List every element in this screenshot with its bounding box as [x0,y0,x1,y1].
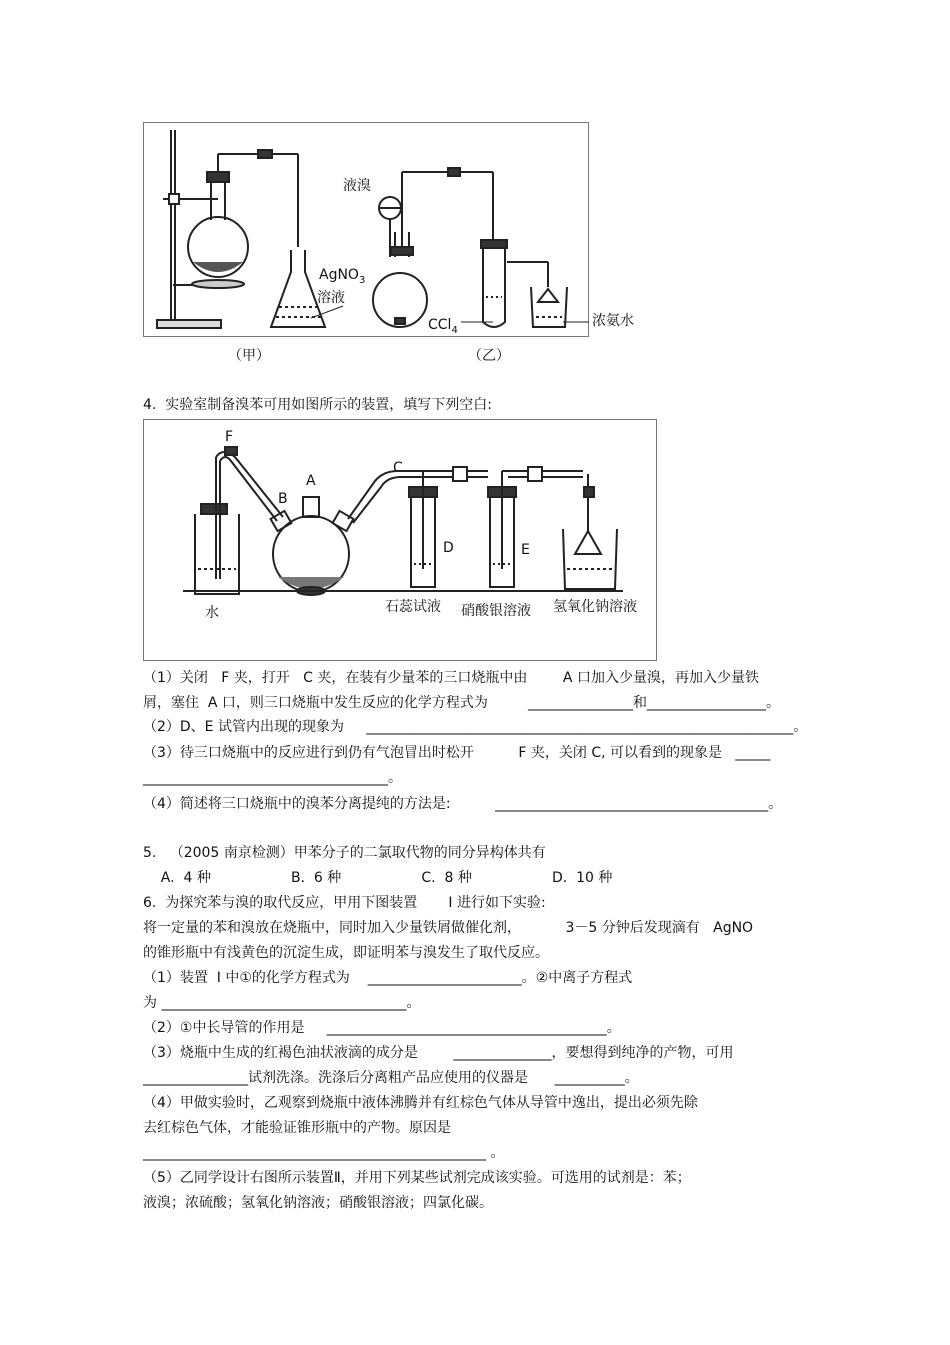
label-A: A [306,473,316,489]
label-solution: 溶液 [317,290,345,306]
label-naoh: 氢氧化钠溶液 [553,599,637,615]
label-liquid-bromine: 液溴 [343,178,371,194]
q6-part5-line2: 液溴；浓硫酸；氢氧化钠溶液；硝酸银溶液；四氯化碳。 [143,1195,493,1211]
q4-part3-line1: （3）待三口烧瓶中的反应进行到仍有气泡冒出时松开 F 夹，关闭 C, 可以看到的现象是 _____ [143,745,771,761]
q6-part1-line1: （1）装置 Ⅰ 中①的化学方程式为 ______________________。②中离子方程式 [143,970,633,986]
q6-intro-line1: 将一定量的苯和溴放在烧瓶中，同时加入少量铁屑做催化剂， 3－5 分钟后发现滴有 AgNO [143,920,754,936]
test-tube [481,240,548,327]
caption-jia: （甲） [228,348,270,364]
caption-yi: （乙） [468,348,510,364]
q6-part4-line1: （4）甲做实验时，乙观察到烧瓶中液体沸腾并有红棕色气体从导管中逸出，提出必须先除 [143,1095,698,1111]
label-D: D [443,540,454,556]
apparatus-jia-yi-drawing [143,122,589,337]
test-tube-E [488,467,594,587]
q4-part4: （4）简述将三口烧瓶中的溴苯分离提纯的方法是: _______________________________________。 [143,796,783,812]
beaker-with-funnel [531,287,567,327]
ring-stand [157,130,238,328]
label-C: C [393,460,403,476]
q6-part4-line3: _________________________________________________ 。 [143,1145,505,1161]
round-bottom-flask [188,150,298,288]
question-5-stem: 5. （2005 南京检测）甲苯分子的二氯取代物的同分异构体共有 [143,845,546,861]
figure-bromobenzene-apparatus [143,419,657,661]
question-5-options: A. 4 种 B. 6 种 C. 8 种 D. 10 种 [143,870,613,886]
bromobenzene-apparatus-drawing [143,419,657,661]
label-B: B [278,491,288,507]
label-agno3: AgNO$_3$ [319,267,366,286]
q4-part2: （2）D、E 试管内出现的现象为 _____________________________________________________________。 [143,719,808,735]
q6-part2: （2）①中长导管的作用是 ________________________________________。 [143,1020,621,1036]
question-6-stem: 6. 为探究苯与溴的取代反应，甲用下图装置 Ⅰ 进行如下实验: [143,895,546,911]
label-concentrated-ammonia: 浓氨水 [592,313,634,329]
question-4-stem: 4. 实验室制备溴苯可用如图所示的装置，填写下列空白: [143,397,492,413]
test-tube-D [409,467,488,587]
beaker-naoh [563,529,617,589]
q4-part1-line2: 屑，塞住 A 口，则三口烧瓶中发生反应的化学方程式为 _______________和_________________。 [143,695,780,711]
label-E: E [521,542,530,558]
q6-part1-line2: 为 ___________________________________。 [143,995,421,1011]
q6-part3-line2: _______________试剂洗涤。洗涤后分离粗产品应使用的仪器是 __________。 [143,1070,639,1086]
label-litmus: 石蕊试液 [385,599,441,615]
flask-with-dropping-funnel [373,168,493,327]
q6-part3-line1: （3）烧瓶中生成的红褐色油状液滴的成分是 ______________，要想得到纯净的产物，可用 [143,1045,734,1061]
q4-part3-line2: ___________________________________。 [143,770,402,786]
label-F: F [225,429,234,445]
q6-part4-line2: 去红棕色气体，才能验证锥形瓶中的产物。原因是 [143,1120,451,1136]
water-bottle [195,504,239,594]
figure-apparatus-jia-yi [143,122,589,337]
q6-intro-line2: 的锥形瓶中有浅黄色的沉淀生成，即证明苯与溴发生了取代反应。 [143,945,549,961]
label-silver-nitrate: 硝酸银溶液 [461,603,531,619]
q4-part1-line1: （1）关闭 F 夹，打开 C 夹，在装有少量苯的三口烧瓶中由 A 口加入少量溴，再加入少量铁 [143,670,759,686]
q6-part5-line1: （5）乙同学设计右图所示装置Ⅱ，并用下列某些试剂完成该实验。可选用的试剂是：苯； [143,1170,691,1186]
label-ccl4: CCl$_4$ [428,317,458,336]
label-water: 水 [205,605,219,621]
